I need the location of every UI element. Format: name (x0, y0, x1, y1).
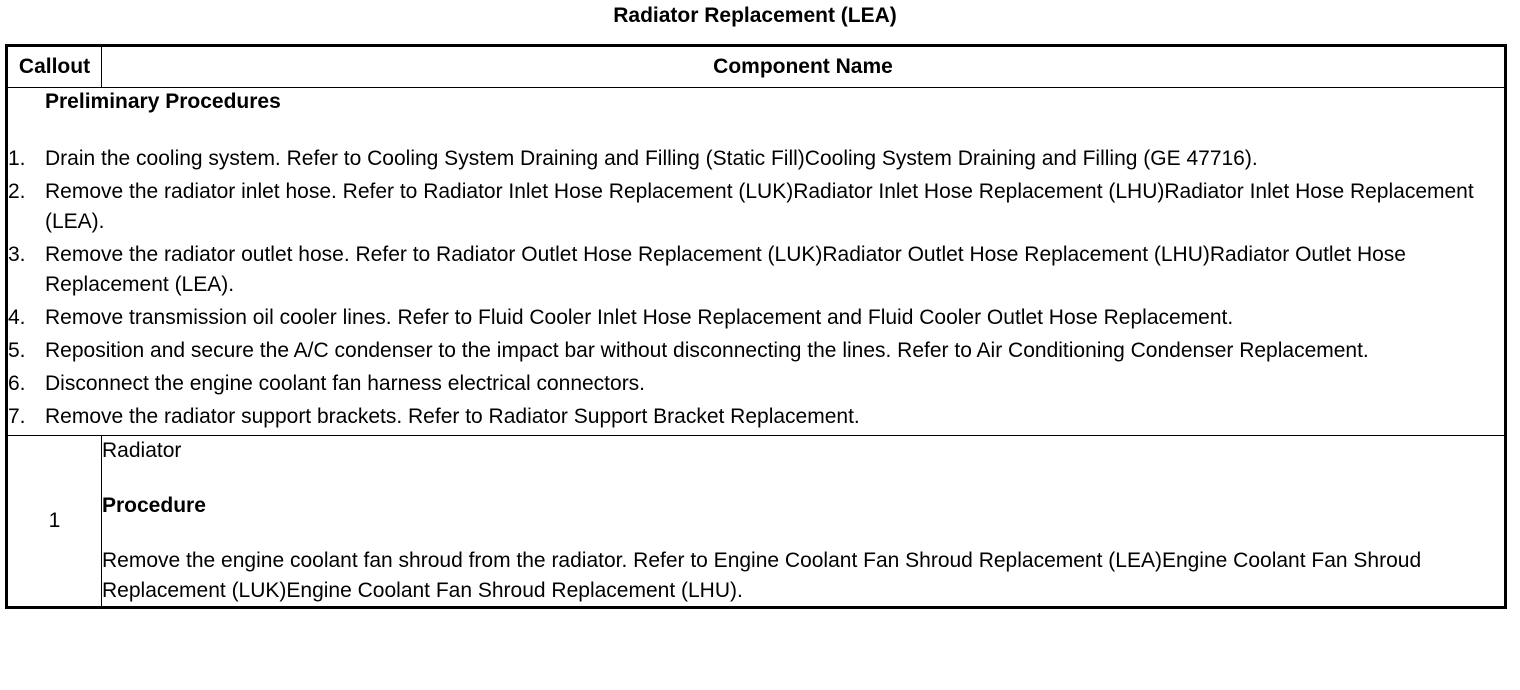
list-item (8, 336, 1504, 366)
step-text: Remove transmission oil cooler lines. Refer to Fluid Cooler Inlet Hose Replacement and Fluid Cooler Outlet Hose Replacement. (45, 306, 1234, 329)
step-text: Remove the radiator support brackets. Refer to Radiator Support Bracket Replacement. (45, 405, 860, 428)
callout-number: 1 (7, 436, 102, 608)
list-item (8, 402, 1504, 432)
component-name: Radiator (102, 439, 182, 462)
table-header-row (7, 46, 1506, 88)
table-row (7, 436, 1506, 608)
list-item (8, 240, 1504, 300)
preliminary-row (7, 88, 1506, 436)
procedure-text: Remove the engine coolant fan shroud from the radiator. Refer to Engine Coolant Fan Shroud Replacement (LEA)Engine Coolant Fan Shroud Replacement (LUK)Engine Coolant Fan Shroud Replacement (LHU). (102, 549, 1422, 602)
component-cell (102, 436, 1506, 608)
step-number: 4. (8, 306, 26, 329)
procedure-heading: Procedure (102, 494, 206, 517)
step-text: Remove the radiator outlet hose. Refer to Radiator Outlet Hose Replacement (LUK)Radiator Outlet Hose Replacement (LHU)Radiator Outlet Hose Replacement (LEA). (45, 243, 1406, 296)
step-number: 1. (8, 147, 26, 170)
component-column-header: Component Name (102, 46, 1506, 88)
list-item (8, 303, 1504, 333)
list-item (8, 177, 1504, 237)
list-item (8, 369, 1504, 399)
document-title: Radiator Replacement (LEA) (613, 4, 897, 27)
step-number: 5. (8, 339, 26, 362)
callout-column-header: Callout (7, 46, 102, 88)
procedure-table (5, 44, 1507, 609)
preliminary-procedures-heading: Preliminary Procedures (45, 90, 281, 113)
step-text: Remove the radiator inlet hose. Refer to Radiator Inlet Hose Replacement (LUK)Radiator Inlet Hose Replacement (LHU)Radiator Inlet Hose Replacement (LEA). (45, 180, 1474, 233)
list-item (8, 144, 1504, 174)
step-number: 2. (8, 180, 26, 203)
step-number: 7. (8, 405, 26, 428)
preliminary-procedures-cell (7, 88, 1506, 436)
step-number: 3. (8, 243, 26, 266)
step-text: Drain the cooling system. Refer to Cooling System Draining and Filling (Static Fill)Cooling System Draining and Filling (GE 47716). (45, 147, 1258, 170)
step-number: 6. (8, 372, 26, 395)
preliminary-steps-list (8, 144, 1504, 432)
step-text: Reposition and secure the A/C condenser to the impact bar without disconnecting the lines. Refer to Air Conditioning Condenser Replacement. (45, 339, 1369, 362)
step-text: Disconnect the engine coolant fan harness electrical connectors. (45, 372, 646, 395)
